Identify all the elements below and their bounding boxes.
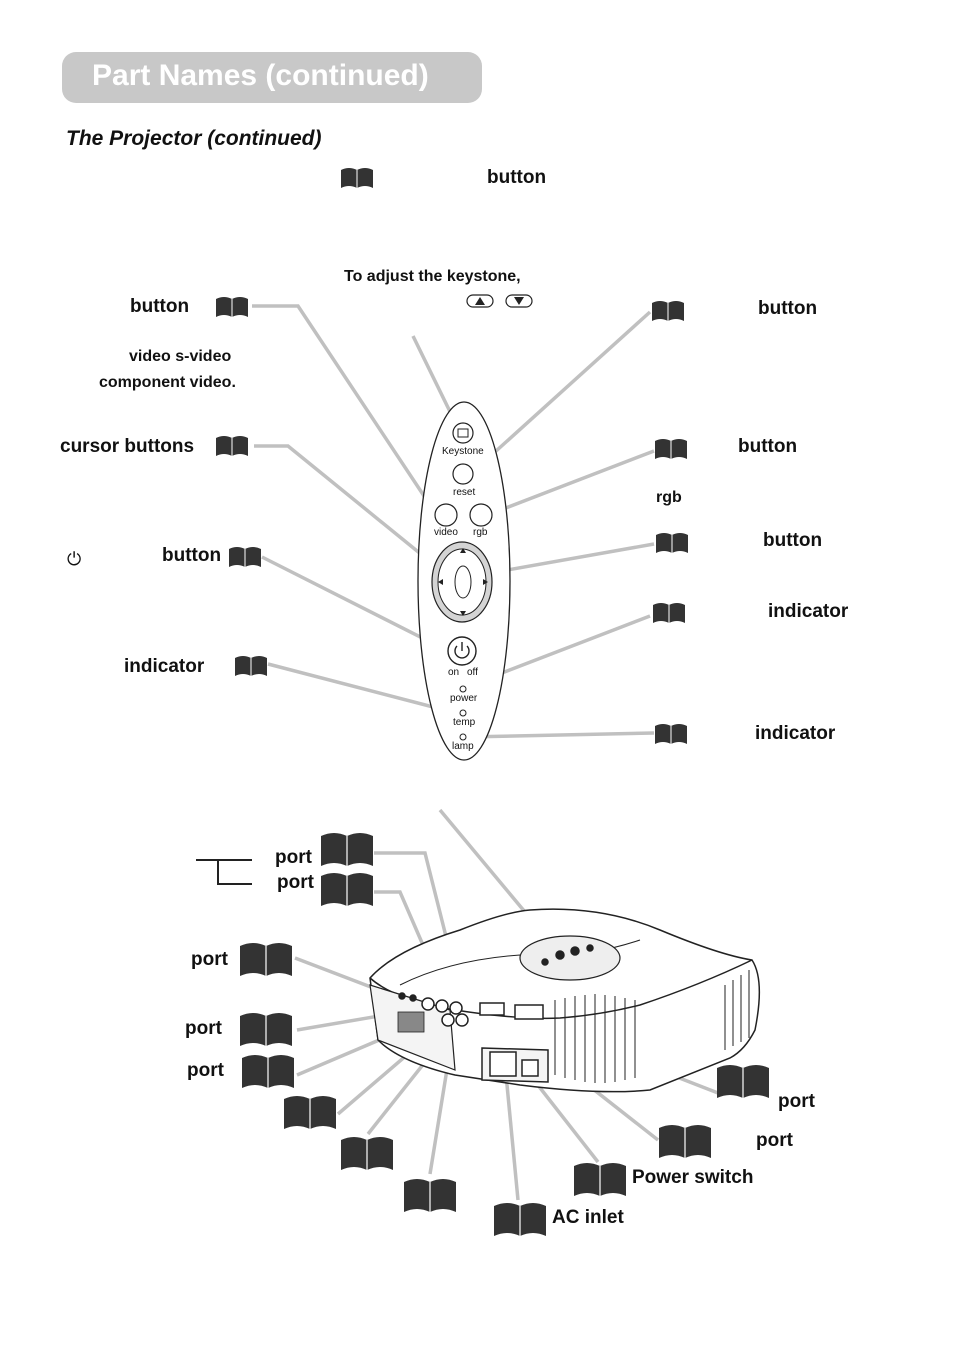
- standby-symbol-icon: ⏻: [67, 549, 82, 569]
- rgb-note: rgb: [656, 489, 682, 506]
- book-icon: [284, 1096, 336, 1129]
- port-bracket: [196, 860, 252, 884]
- port-label-4: port: [185, 1018, 222, 1039]
- lamp-indicator-label: indicator: [755, 723, 836, 744]
- video-button-label: button: [130, 296, 190, 317]
- keystone-button-label: button: [487, 167, 547, 188]
- panel-video-label: video: [434, 527, 458, 538]
- book-icon: [404, 1179, 456, 1212]
- port-label-7: port: [756, 1130, 793, 1151]
- section-subtitle: The Projector (continued): [66, 127, 322, 150]
- book-icon: [216, 297, 248, 317]
- rgb-button-label: button: [738, 436, 798, 457]
- book-icon: [216, 436, 248, 456]
- panel-power-label: power: [450, 693, 478, 704]
- book-icon: [659, 1125, 711, 1158]
- book-icon: [240, 1013, 292, 1046]
- book-icon: [235, 656, 267, 676]
- temp-indicator-label: indicator: [124, 656, 205, 677]
- port-label-3: port: [191, 949, 228, 970]
- panel-keystone-label: Keystone: [442, 446, 484, 457]
- ac-inlet-label: AC inlet: [552, 1207, 624, 1228]
- book-icon: [574, 1163, 626, 1196]
- projector-rear-diagram: [370, 909, 759, 1091]
- panel-rgb-label: rgb: [473, 527, 488, 538]
- port-label-2: port: [277, 872, 314, 893]
- panel-off-label: off: [467, 667, 478, 678]
- book-icon: [341, 1137, 393, 1170]
- page-title: Part Names (continued): [92, 59, 429, 92]
- reset-button-label: button: [758, 298, 818, 319]
- panel-lamp-label: lamp: [452, 741, 474, 752]
- power-switch-label: Power switch: [632, 1167, 754, 1188]
- power-indicator-label: indicator: [768, 601, 849, 622]
- book-icon: [242, 1055, 294, 1088]
- video-modes-note: video s-video: [129, 348, 232, 365]
- keystone-note: To adjust the keystone,: [344, 268, 521, 285]
- panel-reset-label: reset: [453, 487, 476, 498]
- port-label-6: port: [778, 1091, 815, 1112]
- panel-on-label: on: [448, 667, 460, 678]
- book-icon: [655, 439, 687, 459]
- book-icon: [655, 724, 687, 744]
- keystone-arrow-keys-icon: [467, 295, 532, 307]
- book-icon: [717, 1065, 769, 1098]
- video-modes-note-2: component video.: [99, 374, 236, 391]
- book-icon: [494, 1203, 546, 1236]
- book-icon: [229, 547, 261, 567]
- enter-button-label: button: [763, 530, 823, 551]
- panel-temp-label: temp: [453, 717, 476, 728]
- book-icon: [321, 873, 373, 906]
- book-icon: [321, 833, 373, 866]
- standby-button-label: button: [162, 545, 222, 566]
- book-icon: [240, 943, 292, 976]
- port-label-1: port: [275, 847, 312, 868]
- book-icon: [656, 533, 688, 553]
- book-icon: [341, 168, 373, 188]
- book-icon: [653, 603, 685, 623]
- port-label-5: port: [187, 1060, 224, 1081]
- cursor-buttons-label: cursor buttons: [60, 436, 195, 457]
- book-icon: [652, 301, 684, 321]
